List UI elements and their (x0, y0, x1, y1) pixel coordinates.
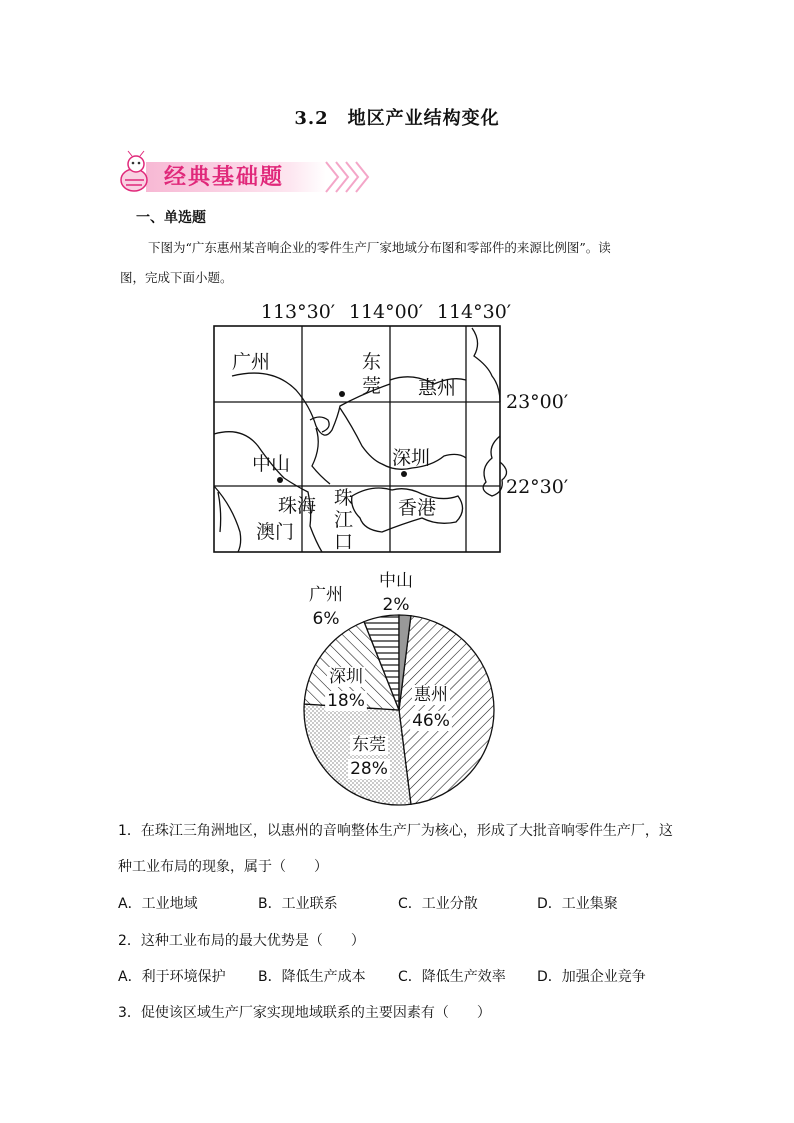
slice-value-label: 2% (382, 595, 410, 615)
lon-label: 114°00′ (348, 301, 424, 323)
place-label: 东 (362, 351, 382, 373)
q1-option-b[interactable]: B．工业联系 (258, 896, 338, 912)
slice-value-label: 28% (350, 759, 388, 779)
lon-label: 113°30′ (260, 301, 336, 323)
slice-value-label: 18% (327, 691, 365, 711)
pearl-river-delta-map (212, 296, 592, 558)
q2-option-b[interactable]: B．降低生产成本 (258, 969, 366, 985)
slice-name-label: 广州 (309, 585, 343, 605)
dongguan-dot (339, 391, 345, 397)
place-label: 深圳 (392, 447, 431, 469)
question-1-line-1: 1．在珠江三角洲地区，以惠州的音响整体生产厂为核心，形成了大批音响零件生产厂，这 (118, 823, 673, 839)
chevron-arrows-icon (326, 162, 368, 192)
place-label: 香港 (398, 497, 437, 519)
slice-name-label: 深圳 (329, 667, 363, 687)
q2-option-d[interactable]: D．加强企业竞争 (537, 969, 646, 985)
q1-option-d[interactable]: D．工业集聚 (537, 896, 618, 912)
q1-option-a[interactable]: A．工业地域 (118, 896, 198, 912)
lon-label: 114°30′ (436, 301, 512, 323)
q2-option-a[interactable]: A．利于环境保护 (118, 969, 226, 985)
intro-line-1: 下图为“广东惠州某音响企业的零件生产厂家地域分布图和零部件的来源比例图”。读 (148, 240, 611, 255)
question-1-line-2: 种工业布局的现象，属于（ ） (118, 859, 328, 875)
q2-option-c[interactable]: C．降低生产效率 (398, 969, 506, 985)
slice-name-label: 中山 (379, 571, 413, 591)
place-label: 澳门 (256, 521, 295, 543)
place-label: 珠 (334, 487, 354, 509)
bee-mascot-icon (121, 151, 147, 191)
zhongshan-dot (277, 477, 283, 483)
question-2-line-1: 2．这种工业布局的最大优势是（ ） (118, 933, 365, 949)
banner-label: 经典基础题 (164, 165, 285, 190)
intro-line-2: 图，完成下面小题。 (120, 270, 233, 285)
place-label: 江 (334, 509, 354, 531)
question-3-line-1: 3．促使该区域生产厂家实现地域联系的主要因素有（ ） (118, 1005, 491, 1021)
place-label: 中山 (252, 453, 291, 475)
slice-name-label: 东莞 (352, 735, 386, 755)
place-label: 口 (334, 531, 354, 553)
pie-slice (399, 616, 494, 805)
place-label: 莞 (362, 375, 382, 397)
slice-value-label: 46% (412, 711, 450, 731)
place-label: 惠州 (418, 377, 457, 399)
lat-label: 22°30′ (506, 476, 569, 498)
shenzhen-dot (401, 471, 407, 477)
section-heading: 一、单选题 (136, 210, 206, 226)
place-label: 广州 (232, 351, 271, 373)
place-label: 珠海 (278, 495, 317, 517)
q1-option-c[interactable]: C．工业分散 (398, 896, 478, 912)
source-pie-chart (296, 566, 502, 810)
slice-name-label: 惠州 (414, 685, 448, 705)
page-title: 3.2 地区产业结构变化 (294, 108, 500, 129)
slice-value-label: 6% (312, 609, 340, 629)
lat-label: 23°00′ (506, 391, 569, 413)
